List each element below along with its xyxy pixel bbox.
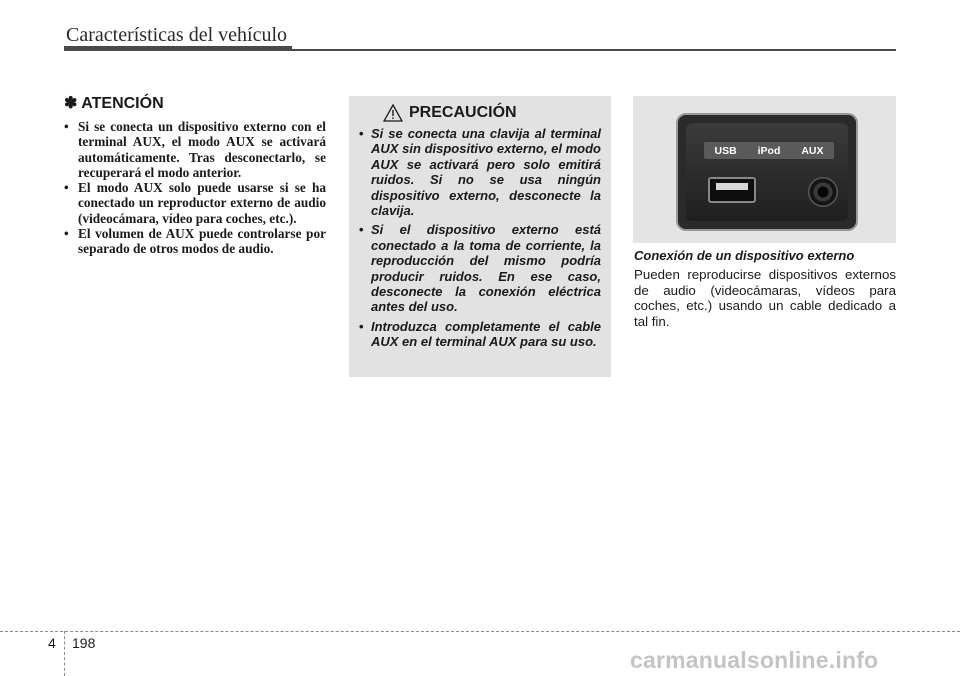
warning-triangle-icon [383,104,403,122]
ipod-label: iPod [757,144,781,157]
caution-list [359,126,601,350]
caution-box [349,96,611,377]
page-number: 198 [72,635,96,651]
connector-photo [633,96,896,243]
attention-section [64,93,326,257]
caution-item: • Si el dispositivo externo está conectado a la toma de corriente, la reproducción del mismo podría producir ruidos. En ese caso, desconecte la conexión eléctrica antes del uso. [359,222,601,314]
header-rule-thin [292,49,896,51]
figure-description: Pueden reproducirse dispositivos externos de audio (videocámaras, vídeos para coches, etc.) usando un cable dedicado a tal fin. [634,267,896,329]
footer-divider [0,631,960,632]
watermark: carmanualsonline.info [630,647,879,673]
caution-header [383,104,601,122]
caution-item: • Introduzca completamente el cable AUX en el terminal AUX para su uso. [359,319,601,350]
attention-item: • El volumen de AUX puede controlarse por separado de otros modos de audio. [64,226,326,257]
connector-panel [676,113,858,231]
caution-item: • Si se conecta una clavija al terminal AUX sin dispositivo externo, el modo AUX se activará pero solo emitirá ruidos. Si no se usa ningún dispositivo externo, desconecte la clavija. [359,126,601,218]
attention-list [64,119,326,257]
attention-title: ✽ ATENCIÓN [64,95,164,112]
caution-title: PRECAUCIÓN [409,104,517,121]
aux-label: AUX [801,144,824,157]
usb-label: USB [714,144,737,157]
aux-jack-icon [808,177,838,207]
header-rule-thick [64,46,292,51]
footer-vertical-divider [64,631,65,676]
usb-port-icon [708,177,756,203]
figure-caption: Conexión de un dispositivo externo [634,248,855,263]
port-label-strip [704,142,834,159]
attention-item: • Si se conecta un dispositivo externo con el terminal AUX, el modo AUX se activará automáticamente. Tras desconectarlo, se recuperará el modo anterior. [64,119,326,180]
chapter-number: 4 [48,635,56,651]
page-header-title: Características del vehículo [66,24,288,46]
attention-item: • El modo AUX solo puede usarse si se ha conectado un reproductor externo de audio (videocámara, vídeo para coches, etc.). [64,180,326,226]
